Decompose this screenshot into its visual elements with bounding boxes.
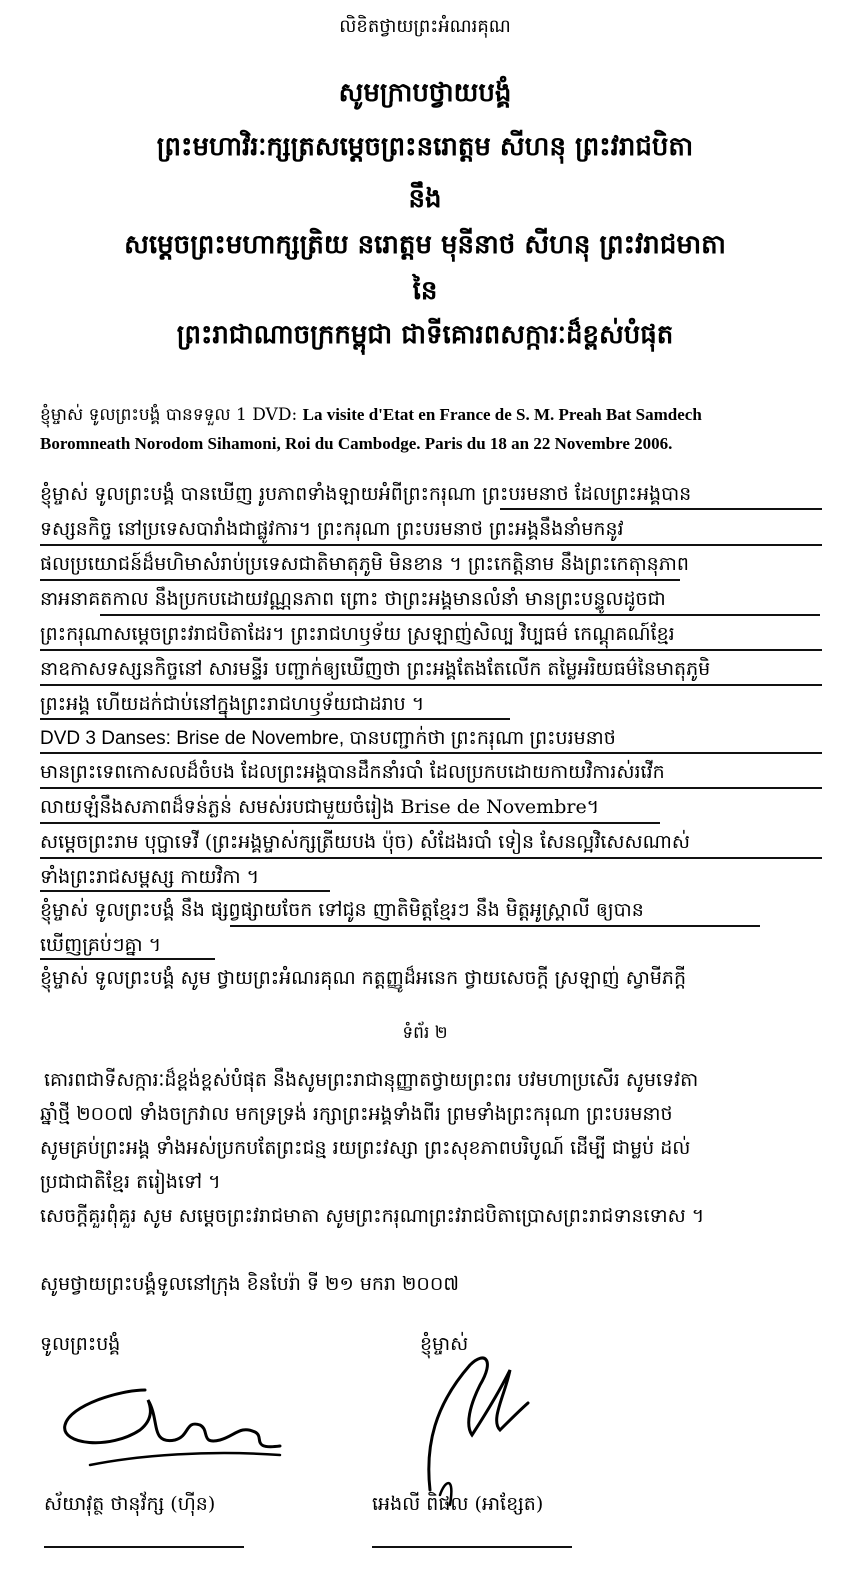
title-line-1: សូមក្រាបថ្វាយបង្គំ (338, 78, 512, 108)
title-line-5: នៃ (412, 276, 438, 306)
underline (372, 1546, 572, 1548)
paragraph-1-line-7: ព្រះអង្គ ហើយដក់ជាប់នៅក្នុងព្រះរាជហឫទ័យជាដរាប ។ (40, 693, 425, 715)
paragraph-3-line-1: សម្តេចព្រះរាម បុប្ផាទេវី (ព្រះអង្គម្ចាស់ក្សត្រីយបង ប៉ុច) សំដែងរបាំ ទៀន សែនល្អវិសេសណាស់ (40, 831, 690, 853)
paragraph-6-line-2: ឆ្នាំថ្មី ២០០៧ ទាំងចក្រវាល មកទ្រទ្រង់ រក្សាព្រះអង្គទាំងពីរ ព្រមទាំងព្រះករុណា ព្រះបរមនាថ (40, 1103, 673, 1125)
underline (44, 1546, 244, 1548)
left-signature-label: ទូលព្រះបង្គំ (40, 1333, 121, 1355)
paragraph-7: សេចក្តីគួរពុំគួរ សូម សម្តេចព្រះវរាជមាតា សូមព្រះករុណាព្រះវរាជបិតាប្រោសព្រះរាជទានទោស ។ (40, 1205, 705, 1227)
right-signatory-name: អេងលី ពិផល (អាខ្សែត) (372, 1493, 544, 1515)
underline (40, 822, 660, 824)
underline (230, 925, 760, 927)
underline (40, 718, 510, 720)
document-header: លិខិតថ្វាយព្រះអំណរគុណ (339, 16, 511, 37)
paragraph-3-line-2: ទាំងព្រះរាជសម្ពស្ស កាយវិកា ។ (40, 866, 260, 888)
page-number: ទំព័រ ២ (402, 1023, 448, 1043)
underline (40, 544, 822, 546)
paragraph-6-line-3: សូមគ្រប់ព្រះអង្គ ទាំងអស់ប្រកបតែព្រះជន្ម រយព្រះវស្សា ព្រះសុខភាពបរិបូណ៍ ដើម្បី ជាម្លប់ ដល់ (40, 1137, 691, 1159)
paragraph-1-line-6: នាឧកាសទស្សនកិច្ចនៅ សារមន្ទីរ បញ្ជាក់ឲ្យឃើញថា ព្រះអង្គតែងតែលើក តម្លៃអរិយធម៌នៃមាតុភូមិ (40, 658, 711, 680)
title-line-3: នឹង (408, 184, 442, 214)
title-line-4: សម្តេចព្រះមហាក្សត្រិយ នរោត្តម មុនីនាថ សីហនុ ព្រះវរាជមាតា (124, 230, 726, 260)
underline (40, 787, 822, 789)
paragraph-5: ខ្ញុំម្ចាស់ ទូលព្រះបង្គំ សូម ថ្វាយព្រះអំណរគុណ កត្តញ្ញូដ៏អនេក ថ្វាយសេចក្តី ស្រឡាញ់ ស្វាមីភក្តី (40, 967, 687, 989)
underline (40, 958, 215, 960)
paragraph-4-line-1: ខ្ញុំម្ចាស់ ទូលព្រះបង្គំ នឹង ផ្សព្វផ្សាយចែក ទៅជូន ញាតិមិត្តខ្មែរៗ នឹង មិត្តអូស្ត្រាលី ឲ្យបាន (40, 899, 644, 921)
paragraph-6-line-1: គោរពជាទីសក្ការៈដ៏ខ្ពង់ខ្ពស់បំផុត នឹងសូមព្រះរាជានុញ្ញាតថ្វាយព្រះពរ បវមហាប្រសើរ សូមទេវតា (44, 1069, 699, 1091)
underline (500, 508, 822, 510)
paragraph-1-line-3: ផលប្រយោជន៍ដ៏មហិមាសំរាប់ប្រទេសជាតិមាតុភូមិ មិនខាន ។ ព្រះកេត្តិនាម នឹងព្រះកេតុានុភាព (40, 553, 689, 575)
underline (100, 614, 820, 616)
title-line-6: ព្រះរាជាណាចក្រកម្ពុជា ជាទីគោរពសក្ការៈដ៏ខ្ពស់បំផុត (176, 320, 674, 350)
intro-dvd-title-2: Boromneath Norodom Sihamoni, Roi du Cambodge. Paris du 18 an 22 Novembre 2006. (40, 434, 673, 453)
date-line: សូមថ្វាយព្រះបង្គំទូលនៅក្រុង ខិនបែរ៉ា ទី ២១ មករា ២០០៧ (40, 1273, 459, 1295)
intro-dvd-title-1: La visite d'Etat en France de S. M. Preah Bat Samdech (302, 405, 702, 424)
paragraph-4-line-2: ឃើញគ្រប់ៗគ្នា ។ (40, 934, 162, 956)
title-line-2: ព្រះមហាវិរៈក្សត្រសម្តេចព្រះនរោត្តម សីហនុ ព្រះវរាជបិតា (156, 132, 694, 162)
underline (40, 857, 822, 859)
paragraph-1-line-5: ព្រះករុណាសម្តេចព្រះវរាជបិតាដែរ។ ព្រះរាជហឫទ័យ ស្រឡាញ់សិល្ប វិប្បធម៌ កេណ្តុគណ៍ខ្មែរ (40, 623, 675, 645)
paragraph-6-line-4: ប្រជាជាតិខ្មែរ តរៀងទៅ ។ (40, 1171, 221, 1193)
underline (40, 890, 330, 892)
left-handwritten-signature (50, 1370, 310, 1480)
left-signatory-name: ស័យាវុត្ថ ថានុវ័ក្ស (ហ៊ីន) (44, 1493, 216, 1515)
underline (40, 752, 822, 754)
paragraph-1-line-1: ខ្ញុំម្ចាស់ ទូលព្រះបង្គំ បានឃើញ រូបភាពទាំងឡាយអំពីព្រះករុណា ព្រះបរមនាថ ដែលព្រះអង្គបាន (40, 483, 692, 505)
underline (40, 684, 822, 686)
paragraph-2-line-3: លាយឡំនឹងសភាពដ៏ទន់ភ្លន់ សមស់របជាមួយចំរៀង Brise de Novembre។ (40, 796, 600, 818)
underline (40, 649, 822, 651)
intro-prefix: ខ្ញុំម្ចាស់ ទូលព្រះបង្គំ បានទទួល 1 DVD: (40, 405, 298, 425)
paragraph-2-line-1: DVD 3 Danses: Brise de Novembre, បានបញ្ជាក់ថា ព្រះករុណា ព្រះបរមនាថ (40, 728, 616, 749)
paragraph-2-line-2: មានព្រះទេពកោសលដ៏ចំបង ដែលព្រះអង្គបានដឹកនាំរបាំ ដែលប្រកបដោយកាយវិការស់រវើក (40, 761, 665, 783)
paragraph-1-line-4: នាអនាគតកាល នឹងប្រកបដោយវណ្ណនភាព ព្រោះ ថាព្រះអង្គមានលំនាំ មានព្រះបន្ទូលដូចជា (40, 588, 666, 610)
intro-line-1 (40, 404, 702, 429)
underline (40, 579, 680, 581)
right-handwritten-signature (410, 1345, 540, 1510)
paragraph-1-line-2: ទស្សនកិច្ច នៅប្រទេសបារាំងជាផ្លូវការ។ ព្រះករុណា ព្រះបរមនាថ ព្រះអង្គនឹងនាំមកនូវ (40, 518, 624, 540)
right-signature-label: ខ្ញុំម្ចាស់ (420, 1333, 469, 1355)
